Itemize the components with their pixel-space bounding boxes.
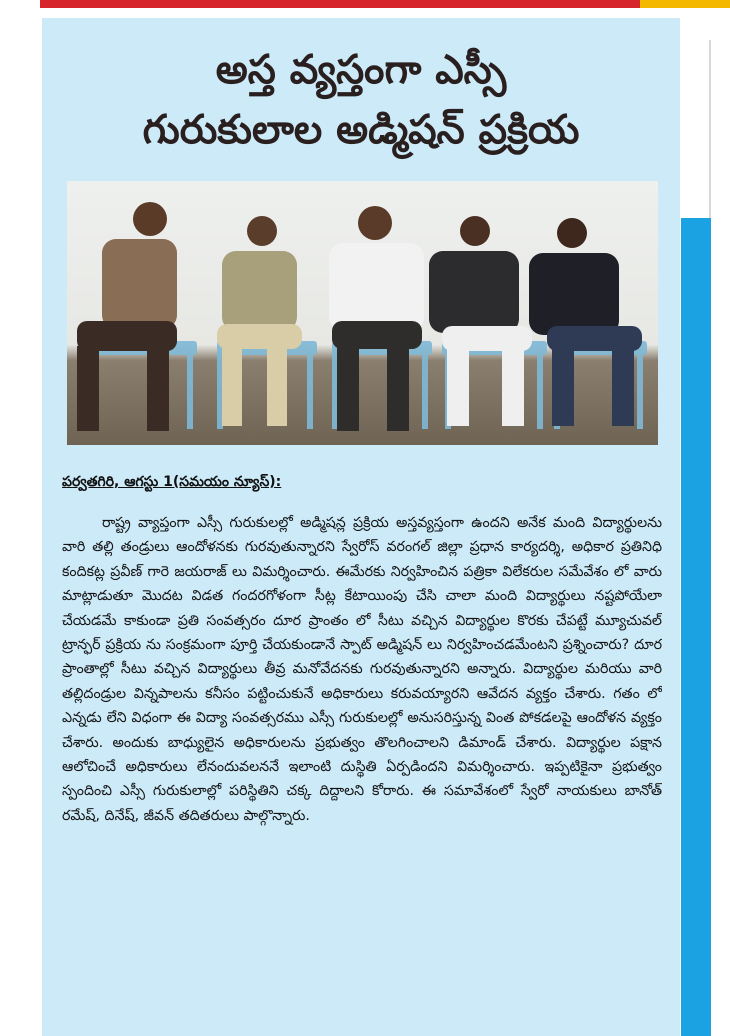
news-article-card <box>42 18 680 1036</box>
article-body: రాష్ట్ర వ్యాప్తంగా ఎస్సీ గురుకులల్లో అడ్మిషన్ల ప్రక్రియ అస్తవ్యస్తంగా ఉందని అనేక మంది విద్యార్థులను వారి తల్లి తండ్రులు ఆందోళనకు గురవుతున్నారని స్వేరోస్ వరంగల్ జిల్లా ప్రధాన కార్యదర్శి, అధికార ప్రతినిధి కందికట్ల ప్రవీణ్ గారె జయరాజ్ లు విమర్శించారు. ఈమేరకు నిర్వహించిన పత్రికా విలేకరుల సమేవేశం లో వారు మాట్లాడుతూ మొదట విడత గందరగోళంగా సీట్ల కేటాయింపు చేసి చాలా మంది విద్యార్థులు నష్టపోయేలా చేయడమే కాకుండా ప్రతి సంవత్సరం దూర ప్రాంతం లో సీటు వచ్చిన విద్యార్థుల కొరకు చేపట్టే మ్యూచువల్ ట్రాన్ఫర్ ప్రక్రియ ను సంక్రమంగా పూర్తి చేయకుండానే స్పాట్ అడ్మిషన్ లు నిర్వహించడమేంటని ప్రశ్నించారు? దూర ప్రాంతాల్లో సీటు వచ్చిన విద్యార్థులు తీవ్ర మనోవేదనకు గురవుతున్నారని అన్నారు. విద్యార్థుల మరియు వారి తల్లిదండ్రుల విన్నపాలను కనీసం పట్టించుకునే అధికారులు కరువయ్యారని ఆవేదన వ్యక్తం చేశారు. గతం లో ఎన్నడు లేని విధంగా ఈ విద్యా సంవత్సరము ఎస్సీ గురుకులల్లో అనుసరిస్తున్న వింత పోకడలపై ఆందోళన వ్యక్తం చేశారు. అందుకు బాధ్యులైన అధికారులను ప్రభుత్వం తొలగించాలని డిమాండ్ చేశారు. విద్యార్థుల పక్షాన ఆలోచించే అధికారులు లేనందువలననే ఇలాంటి దుస్థితి ఏర్పడిందని విమర్శించారు. ఇప్పటికైనా ప్రభుత్వం స్పందించి ఎస్సీ గురుకులాల్లో పరిస్థితిని చక్క దిద్దాలని కోరారు. ఈ సమావేశంలో స్వేరో నాయకులు బానోత్ రమేష్, దినేష్, జీవన్ తదితరులు పాల్గొన్నారు. <box>62 515 662 824</box>
group-photo-icon <box>67 181 658 445</box>
column-divider <box>709 40 711 220</box>
top-red-bar <box>40 0 640 8</box>
top-yellow-bar <box>640 0 730 8</box>
headline-line-2: గురుకులాల అడ్మిషన్ ప్రక్రియ <box>142 107 580 153</box>
article-headline <box>42 40 680 160</box>
article-dateline: పర్వతగిరి, ఆగస్టు 1(సమయం న్యూస్): <box>62 474 282 490</box>
side-blue-strip <box>681 218 711 1036</box>
headline-line-1: అస్త వ్యస్తంగా ఎస్సీ <box>215 47 507 93</box>
group-photo <box>67 181 658 445</box>
